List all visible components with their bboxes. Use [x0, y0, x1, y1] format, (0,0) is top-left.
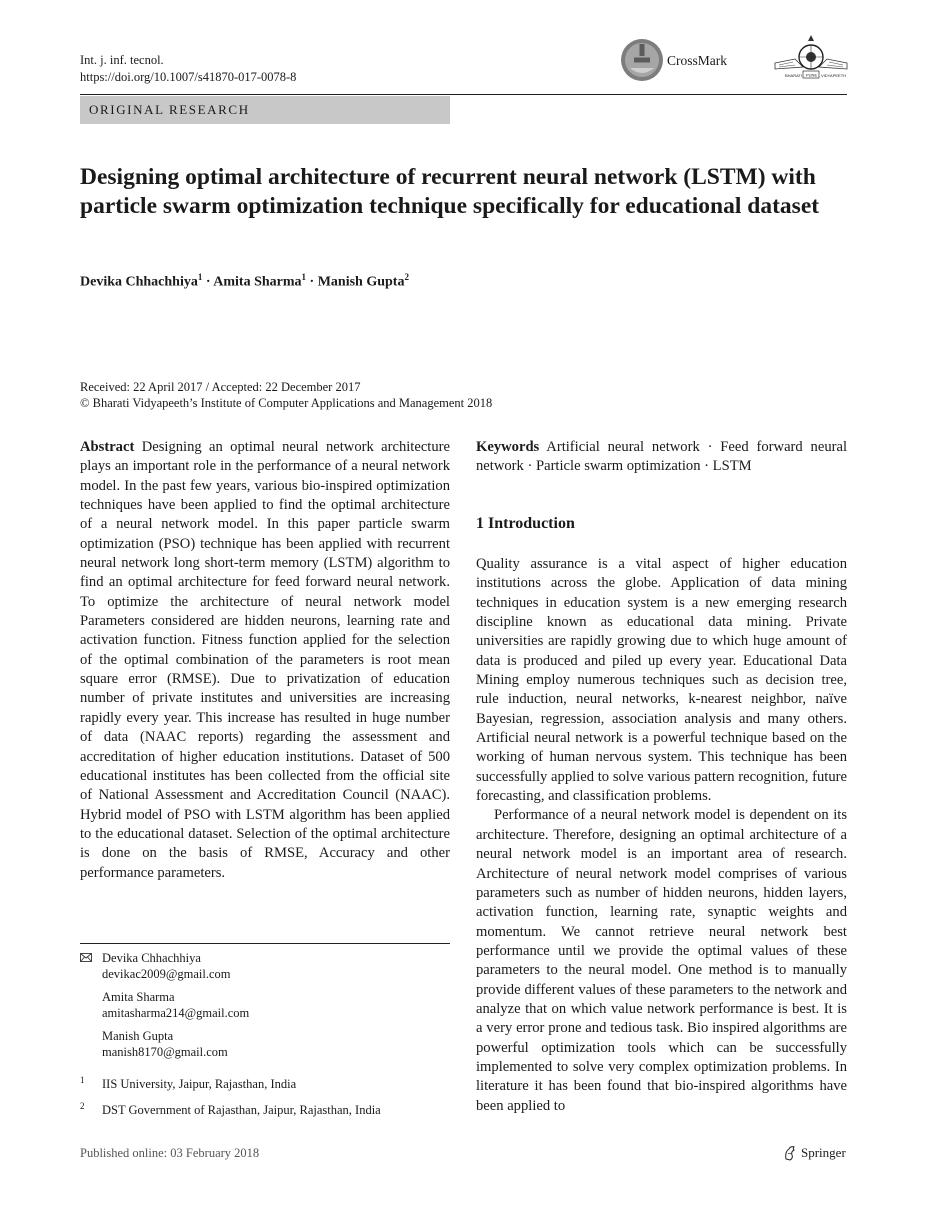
- header-rule: [80, 94, 847, 95]
- crossmark-label[interactable]: CrossMark: [667, 53, 727, 68]
- journal-header: [80, 52, 296, 86]
- journal-name: Int. j. inf. tecnol.: [80, 53, 164, 67]
- section-heading-introduction: 1 Introduction: [476, 515, 575, 532]
- envelope-icon: [80, 953, 92, 962]
- doi-link[interactable]: https://doi.org/10.1007/s41870-017-0078-8: [80, 70, 297, 84]
- affiliation-text: DST Government of Rajasthan, Jaipur, Rajasthan, India: [102, 1103, 381, 1117]
- contact-email[interactable]: manish8170@gmail.com: [102, 1045, 228, 1059]
- affiliation-number: 2: [80, 1101, 85, 1111]
- author-name[interactable]: Devika Chhachhiya: [80, 274, 198, 290]
- author-name[interactable]: Amita Sharma: [213, 274, 302, 290]
- logo-text-right: VIDYAPEETH: [821, 73, 847, 78]
- author-affiliation-mark: 2: [404, 272, 409, 282]
- article-title: Designing optimal architecture of recurrent neural network (LSTM) with particle swarm optimization technique specifically for educational dataset: [80, 164, 820, 219]
- author-list: [80, 272, 409, 291]
- contact-entry: [102, 1028, 460, 1060]
- correspondence-block: [80, 950, 460, 1118]
- keywords-label: Keywords: [476, 439, 540, 455]
- author-affiliation-mark: 1: [197, 272, 203, 282]
- intro-paragraph: Performance of a neural network model is dependent on its architecture. Therefore, designing an optimal architecture of a neural network model is an important area of research. Architecture of neural network model comprises of various parameters such as number of hidden neurons, hidden layers, activation function, learning rate, synaptic weights and momentum. We cannot retrieve neural network best performance until we provide the optimal values of these parameters to the neural model. One method is to manually provide different values of these parameters to the network and analyze that on which value network performance is best. It is a very error prone and tedious task. Bio inspired algorithms are powerful optimization tools which can be successfully implemented to solve very complex optimization problems. In literature it has been found that bio-inspired algorithms have been applied to: [476, 807, 847, 1114]
- logo-text-bottom: PUNE: [806, 72, 818, 78]
- section-tag: ORIGINAL RESEARCH: [80, 96, 450, 124]
- intro-paragraph: Quality assurance is a vital aspect of higher education institutions across the globe. Application of data mining techniques in education system is a new emerging research discipline known as educational data mining. Private universities are rapidly growing due to which huge amount of data is produced and piled up every year. Educational Data Mining employ numerous techniques such as decision tree, rule induction, neural networks, k-nearest neighbor, naïve Bayesian, regression, association analysis and many others. Artificial neural network is a powerful technique based on the working of human nervous system. This technique has been successfully applied to solve various pattern recognition, future forecasting, and classification problems.: [476, 556, 847, 805]
- contact-entry: [102, 950, 460, 982]
- springer-label: Springer: [801, 1145, 846, 1160]
- logo-text-left: BHARATI: [785, 73, 803, 78]
- contact-name: Amita Sharma: [102, 990, 175, 1004]
- keywords-text: Artificial neural network · Feed forward neural network · Particle swarm optimization · LSTM: [476, 439, 848, 475]
- abstract-text: Designing an optimal neural network architecture plays an important role in the performance of a neural network model. In the past few years, various bio-inspired optimization techniques have been applied to find the optimal architecture of a neural network model. In this paper particle swarm optimization (PSO) technique has been applied with recurrent neural network long short-term memory (LSTM) algorithm to find an optimal architecture for feed forward neural network. To optimize the architecture of neural network model Parameters considered are hidden neurons, learning rate and activation function. Fitness function applied for the selection of the optimal combination of the parameters is root mean square error (RMSE). Due to privatization of education number of private institutes and universities are increasing rapidly every year. This increase has resulted in huge number of data (NAAC reports) regarding the assessment and accreditation of higher education institutions. Dataset of 500 educational institutes has been collected from the official site of National Assessment and Accreditation Council (NAAC). Hybrid model of PSO with LSTM algorithm has been applied to the educational dataset. Selection of the optimal architecture is done on the basis of RMSE, Accuracy and other performance parameters.: [80, 439, 450, 881]
- abstract-label: Abstract: [80, 439, 135, 455]
- contact-name: Manish Gupta: [102, 1029, 174, 1043]
- author-name[interactable]: Manish Gupta: [317, 274, 405, 290]
- author-affiliation-mark: 1: [301, 272, 307, 282]
- footnote-rule: [80, 943, 450, 944]
- keywords: [476, 438, 847, 477]
- published-online: Published online: 03 February 2018: [80, 1146, 260, 1160]
- author-separator: ·: [306, 274, 318, 290]
- copyright-line: © Bharati Vidyapeeth’s Institute of Computer Applications and Management 2018: [80, 396, 493, 410]
- affiliation-text: IIS University, Jaipur, Rajasthan, India: [102, 1077, 297, 1091]
- affiliation: [80, 1076, 460, 1092]
- crossmark-icon[interactable]: [620, 38, 664, 82]
- contact-name: Devika Chhachhiya: [102, 951, 201, 965]
- affiliation: [80, 1102, 460, 1118]
- springer-badge: [785, 1145, 846, 1161]
- contact-email[interactable]: amitasharma214@gmail.com: [102, 1006, 250, 1020]
- publication-dates: [80, 379, 492, 411]
- contact-email[interactable]: devikac2009@gmail.com: [102, 967, 231, 981]
- springer-horse-icon: [783, 1145, 797, 1161]
- abstract: [80, 438, 450, 883]
- contact-entry: [102, 989, 460, 1021]
- author-separator: ·: [202, 274, 214, 290]
- bharati-vidyapeeth-logo: [773, 35, 849, 85]
- received-accepted: Received: 22 April 2017 / Accepted: 22 December 2017: [80, 380, 361, 394]
- affiliation-number: 1: [80, 1075, 85, 1085]
- introduction-body: [476, 555, 847, 1116]
